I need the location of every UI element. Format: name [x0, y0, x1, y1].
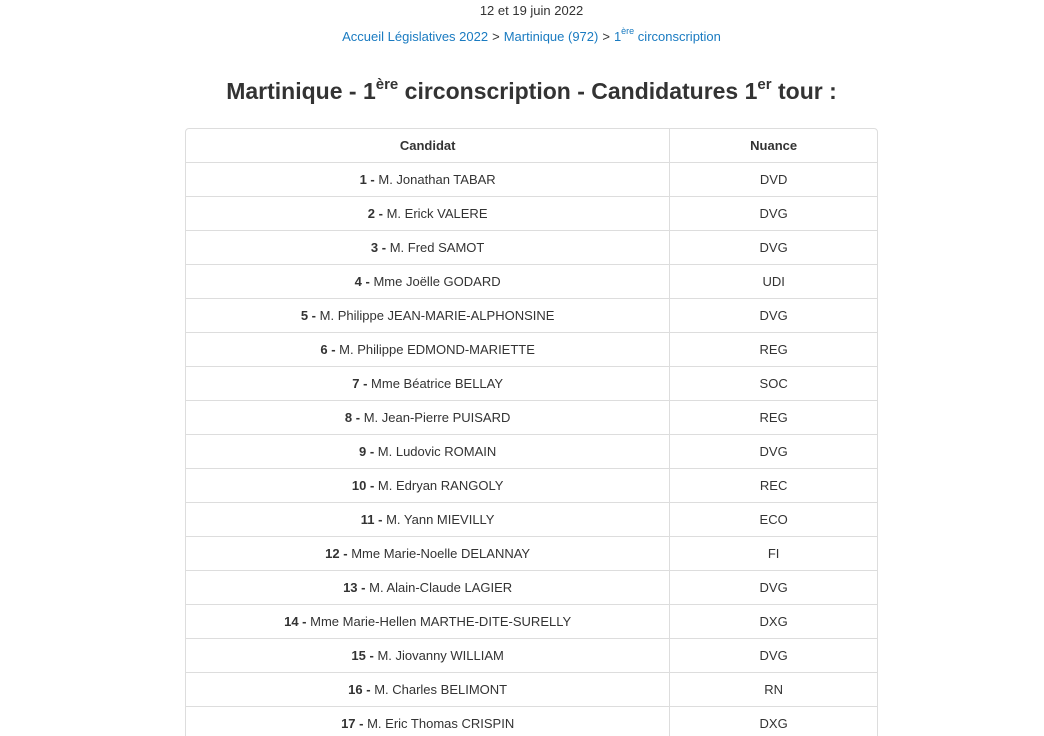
candidate-cell	[186, 435, 670, 469]
candidate-number: 14 -	[284, 614, 307, 629]
candidate-number: 15 -	[351, 648, 374, 663]
candidate-number: 11 -	[360, 512, 383, 527]
nuance-cell: DVG	[670, 299, 877, 333]
candidate-cell	[186, 197, 670, 231]
candidate-name: M. Philippe EDMOND-MARIETTE	[339, 342, 535, 357]
nuance-cell: ECO	[670, 503, 877, 537]
nuance-cell: REG	[670, 401, 877, 435]
candidate-name: M. Eric Thomas CRISPIN	[367, 716, 515, 731]
candidate-name: M. Philippe JEAN-MARIE-ALPHONSINE	[319, 308, 555, 323]
table-row	[186, 503, 877, 537]
breadcrumb	[0, 26, 1044, 44]
candidate-name: Mme Joëlle GODARD	[373, 274, 501, 289]
candidate-number: 8 -	[344, 410, 361, 425]
candidate-cell	[186, 673, 670, 707]
candidates-table	[186, 129, 877, 736]
candidate-cell	[186, 469, 670, 503]
candidate-name: M. Jiovanny WILLIAM	[377, 648, 504, 663]
header-candidat: Candidat	[186, 129, 670, 163]
header-nuance: Nuance	[750, 138, 798, 153]
candidate-name: M. Yann MIEVILLY	[386, 512, 495, 527]
breadcrumb-home-link[interactable]: Accueil Législatives 2022	[342, 29, 489, 44]
breadcrumb-separator: >	[492, 29, 500, 44]
table-row	[186, 231, 877, 265]
title-sup2: er	[757, 76, 772, 93]
breadcrumb-current-num: 1	[613, 29, 622, 44]
table-header-row	[186, 129, 877, 163]
table-row	[186, 367, 877, 401]
table-row	[186, 707, 877, 736]
candidate-number: 17 -	[341, 716, 364, 731]
candidate-number: 16 -	[348, 682, 371, 697]
candidate-cell	[186, 571, 670, 605]
table-row	[186, 435, 877, 469]
nuance-cell: FI	[670, 537, 877, 571]
table-row	[186, 673, 877, 707]
table-row	[186, 197, 877, 231]
candidate-name: M. Fred SAMOT	[389, 240, 485, 255]
table-row	[186, 333, 877, 367]
nuance-cell: DXG	[670, 605, 877, 639]
table-body	[186, 163, 877, 736]
candidate-name: Mme Marie-Noelle DELANNAY	[351, 546, 531, 561]
nuance-cell: UDI	[670, 265, 877, 299]
candidate-cell	[186, 537, 670, 571]
candidate-cell	[186, 265, 670, 299]
candidate-cell	[186, 503, 670, 537]
table-row	[186, 639, 877, 673]
candidate-cell	[186, 231, 670, 265]
table-row	[186, 163, 877, 197]
page-title	[0, 76, 1044, 106]
breadcrumb-current-rest: circonscription	[634, 29, 721, 44]
breadcrumb-current-sup: ère	[621, 26, 635, 36]
candidate-name: M. Charles BELIMONT	[374, 682, 508, 697]
candidate-number: 5 -	[300, 308, 317, 323]
candidate-number: 6 -	[320, 342, 336, 357]
candidate-cell	[186, 163, 670, 197]
title-part3: tour :	[771, 78, 837, 104]
candidate-cell	[186, 707, 670, 736]
election-dates: 12 et 19 juin 2022	[479, 3, 584, 18]
candidate-cell	[186, 401, 670, 435]
title-part1: Martinique - 1	[226, 78, 376, 104]
table-row	[186, 571, 877, 605]
candidate-name: M. Erick VALERE	[386, 206, 488, 221]
table-row	[186, 605, 877, 639]
candidate-number: 13 -	[343, 580, 366, 595]
nuance-cell: REG	[670, 333, 877, 367]
candidate-name: M. Alain-Claude LAGIER	[369, 580, 513, 595]
table-row	[186, 265, 877, 299]
candidate-cell	[186, 333, 670, 367]
candidate-number: 12 -	[325, 546, 348, 561]
candidate-number: 2 -	[367, 206, 383, 221]
candidate-cell	[186, 639, 670, 673]
candidate-cell	[186, 367, 670, 401]
table-row	[186, 469, 877, 503]
nuance-cell: DVD	[670, 163, 877, 197]
candidate-name: M. Edryan RANGOLY	[377, 478, 504, 493]
table-row	[186, 537, 877, 571]
candidate-name: Mme Marie-Hellen MARTHE-DITE-SURELLY	[310, 614, 572, 629]
candidate-cell	[186, 605, 670, 639]
table-row	[186, 401, 877, 435]
candidate-name: M. Jonathan TABAR	[378, 172, 496, 187]
candidate-cell	[186, 299, 670, 333]
nuance-cell: DVG	[670, 435, 877, 469]
candidate-number: 4 -	[354, 274, 370, 289]
candidate-name: M. Ludovic ROMAIN	[377, 444, 497, 459]
title-part2: circonscription - Candidatures 1	[398, 78, 758, 104]
nuance-cell: DVG	[670, 639, 877, 673]
breadcrumb-current-link[interactable]	[613, 26, 721, 44]
candidate-number: 7 -	[352, 376, 368, 391]
nuance-cell: DXG	[670, 707, 877, 736]
candidate-number: 1 -	[359, 172, 375, 187]
candidate-number: 9 -	[359, 444, 375, 459]
breadcrumb-region-link[interactable]: Martinique (972)	[503, 29, 599, 44]
nuance-cell: RN	[670, 673, 877, 707]
candidate-name: M. Jean-Pierre PUISARD	[363, 410, 511, 425]
nuance-cell: REC	[670, 469, 877, 503]
candidates-table-container	[185, 128, 878, 736]
nuance-cell: DVG	[670, 231, 877, 265]
candidate-number: 10 -	[351, 478, 375, 493]
nuance-cell: DVG	[670, 197, 877, 231]
nuance-cell: DVG	[670, 571, 877, 605]
table-row	[186, 299, 877, 333]
candidate-number: 3 -	[370, 240, 387, 255]
nuance-cell: SOC	[670, 367, 877, 401]
title-sup1: ère	[375, 76, 399, 93]
breadcrumb-separator: >	[602, 29, 610, 44]
candidate-name: Mme Béatrice BELLAY	[371, 376, 504, 391]
